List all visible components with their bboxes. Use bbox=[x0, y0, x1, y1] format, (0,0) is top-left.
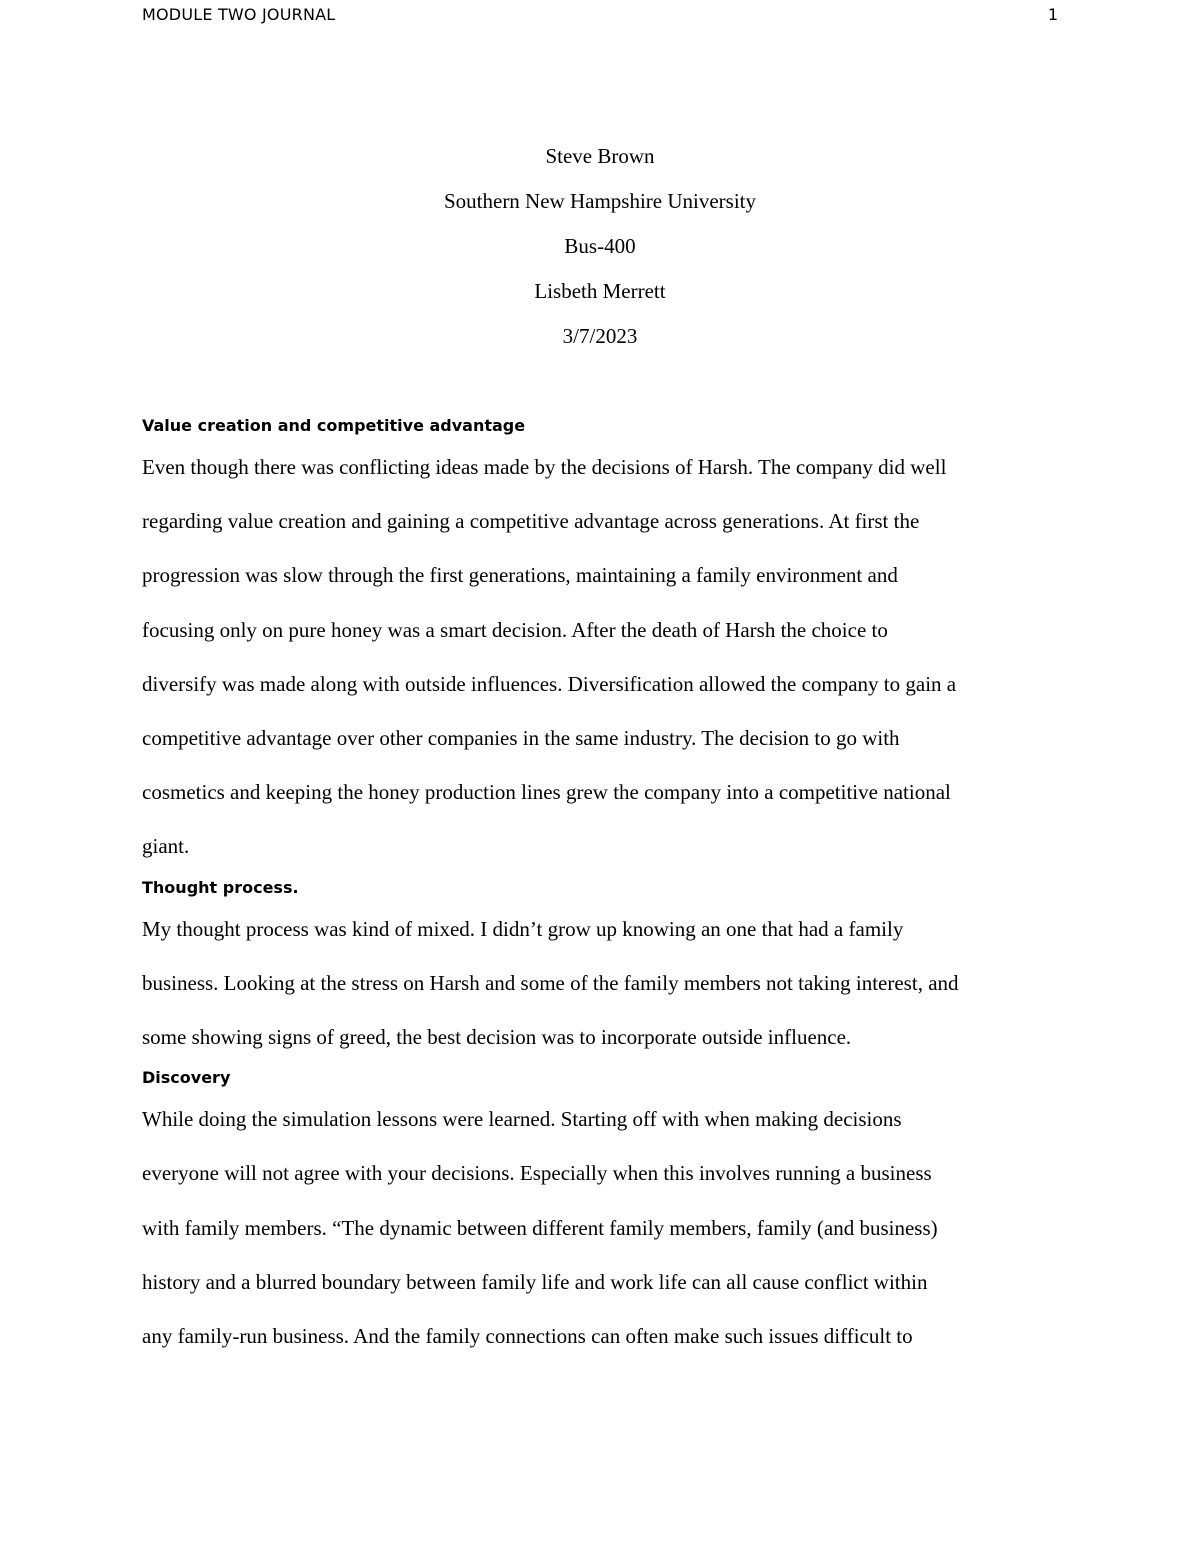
section-heading: Discovery bbox=[142, 1068, 231, 1088]
paragraph-line: some showing signs of greed, the best decision was to incorporate outside influence. bbox=[142, 1025, 852, 1050]
section-heading: Value creation and competitive advantage bbox=[142, 416, 526, 435]
section-thought-process bbox=[142, 874, 1062, 1065]
paragraph-line: progression was slow through the first generations, maintaining a family environment and bbox=[142, 563, 898, 588]
page-number: 1 bbox=[1047, 5, 1058, 24]
paragraph-line: regarding value creation and gaining a competitive advantage across generations. At first the bbox=[142, 509, 920, 534]
course-code: Bus-400 bbox=[564, 234, 636, 258]
paragraph-line: focusing only on pure honey was a smart decision. After the death of Harsh the choice to bbox=[142, 617, 888, 642]
instructor-name: Lisbeth Merrett bbox=[534, 279, 666, 303]
running-head: MODULE TWO JOURNAL bbox=[142, 5, 336, 24]
section-paragraph bbox=[142, 902, 1062, 1065]
paragraph-line: history and a blurred boundary between family life and work life can all cause conflict within bbox=[142, 1269, 928, 1294]
document-body bbox=[142, 412, 1062, 1363]
paragraph-line: with family members. “The dynamic between different family members, family (and business) bbox=[142, 1215, 938, 1240]
paragraph-line: While doing the simulation lessons were learned. Starting off with when making decisions bbox=[142, 1107, 902, 1132]
section-paragraph bbox=[142, 1092, 1062, 1363]
paragraph-line: any family-run business. And the family connections can often make such issues difficult to bbox=[142, 1324, 913, 1349]
section-discovery bbox=[142, 1064, 1062, 1363]
section-heading: Thought process. bbox=[142, 877, 299, 897]
paragraph-line: diversify was made along with outside influences. Diversification allowed the company to gain a bbox=[142, 671, 957, 696]
paragraph-line: business. Looking at the stress on Harsh and some of the family members not taking interest, and bbox=[142, 970, 959, 995]
title-block bbox=[0, 140, 1200, 365]
institution-name: Southern New Hampshire University bbox=[443, 189, 757, 213]
paragraph-line: competitive advantage over other companies in the same industry. The decision to go with bbox=[142, 726, 900, 751]
section-value-creation bbox=[142, 412, 1062, 874]
author-name: Steve Brown bbox=[545, 144, 655, 168]
paragraph-line: cosmetics and keeping the honey production lines grew the company into a competitive national bbox=[142, 780, 951, 805]
paragraph-line: My thought process was kind of mixed. I didn’t grow up knowing an one that had a family bbox=[142, 916, 904, 941]
section-paragraph bbox=[142, 440, 1062, 874]
paragraph-line: everyone will not agree with your decisions. Especially when this involves running a business bbox=[142, 1161, 932, 1186]
paragraph-line: giant. bbox=[142, 834, 190, 859]
submission-date: 3/7/2023 bbox=[562, 324, 638, 348]
paragraph-line: Even though there was conflicting ideas made by the decisions of Harsh. The company did well bbox=[142, 455, 947, 479]
